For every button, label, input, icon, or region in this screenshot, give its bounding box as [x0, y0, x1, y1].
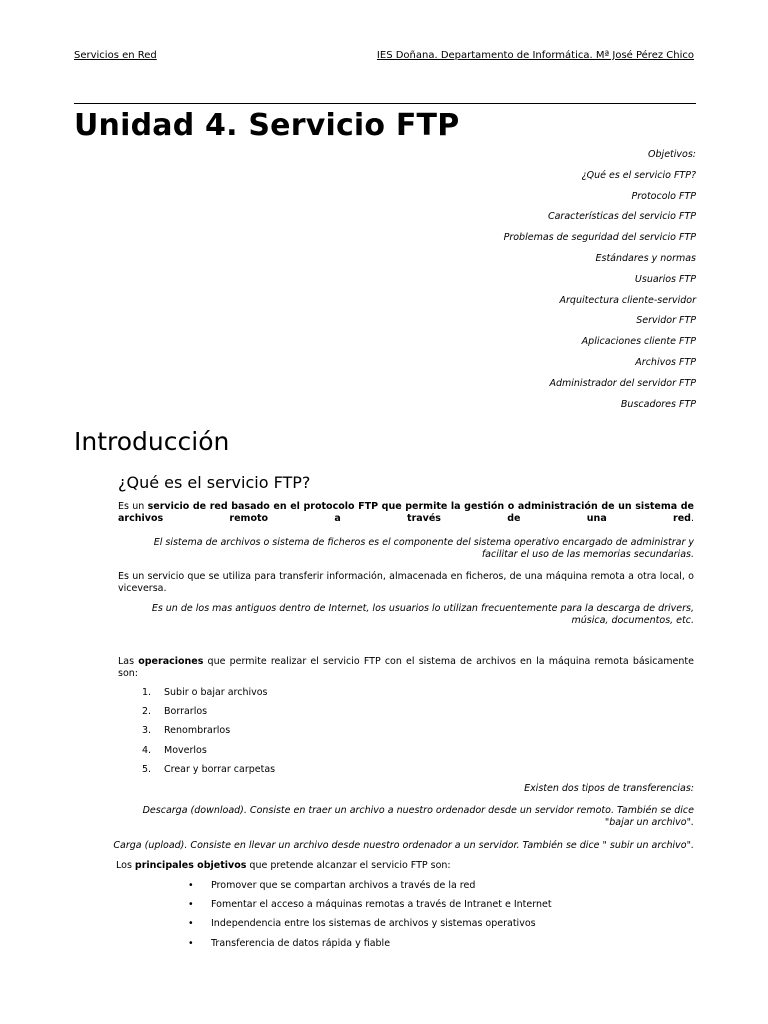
- toc-item: Buscadores FTP: [620, 398, 696, 410]
- list-text: Moverlos: [164, 744, 207, 756]
- header-rule: [74, 103, 696, 104]
- operations-list: [142, 687, 275, 783]
- list-text: Borrarlos: [164, 706, 208, 718]
- header-institution: IES Doñana. Departamento de Informática. Mª José Pérez Chico: [376, 50, 694, 61]
- list-item: [142, 725, 275, 744]
- toc-item: Servidor FTP: [636, 315, 696, 327]
- download-note: Descarga (download). Consiste en traer un archivo a nuestro ordenador desde un servidor remoto. También se dice "bajar un archivo".: [142, 805, 694, 828]
- list-item: [142, 706, 275, 725]
- list-item: [188, 899, 552, 918]
- toc-item: Arquitectura cliente-servidor: [559, 294, 696, 306]
- list-item: [142, 687, 275, 706]
- page-title: Unidad 4. Servicio FTP: [74, 108, 460, 143]
- text-run: que permite realizar el servicio FTP con el sistema de archivos en la máquina remota básicamente son:: [118, 656, 694, 679]
- bold-text: operaciones: [138, 656, 204, 667]
- toc-item: Problemas de seguridad del servicio FTP: [503, 232, 696, 244]
- subsection-heading: ¿Qué es el servicio FTP?: [118, 473, 311, 492]
- toc-item: Objetivos:: [648, 149, 696, 160]
- list-text: Renombrarlos: [164, 725, 231, 737]
- toc-item: ¿Qué es el servicio FTP?: [581, 169, 696, 181]
- list-item: [188, 918, 552, 937]
- text-run: Es un: [118, 501, 148, 512]
- toc-item: Aplicaciones cliente FTP: [581, 336, 696, 348]
- transfer-paragraph: Es un servicio que se utiliza para transferir información, almacenada en ficheros, de una máquina remota a otra local, o viceversa.: [118, 571, 694, 594]
- toc-item: Usuarios FTP: [634, 273, 696, 285]
- text-run: Las: [118, 656, 139, 667]
- list-number: 4.: [142, 744, 152, 756]
- section-heading: Introducción: [74, 427, 230, 456]
- list-number: 2.: [142, 706, 152, 718]
- list-number: 1.: [142, 687, 152, 698]
- text-run: .: [690, 513, 694, 524]
- list-item: [142, 764, 275, 783]
- goals-list: [188, 880, 552, 957]
- toc-item: Protocolo FTP: [631, 190, 696, 202]
- filesystem-note: El sistema de archivos o sistema de ficheros es el componente del sistema operativo encargado de administrar y facilitar el uso de las memorias secundarias.: [153, 537, 694, 560]
- text-run: Los: [116, 860, 135, 871]
- toc-item: Estándares y normas: [595, 252, 696, 264]
- list-text: Crear y borrar carpetas: [164, 763, 276, 775]
- bullet-icon: •: [188, 899, 194, 911]
- bold-text: servicio de red basado en el protocolo FTP que permite la gestión o administración de un sistema de archivos remoto a través de una red: [118, 501, 694, 524]
- text-run: que pretende alcanzar el servicio FTP son:: [246, 860, 451, 871]
- toc-item: Archivos FTP: [635, 356, 696, 368]
- list-text: Independencia entre los sistemas de archivos y sistemas operativos: [211, 918, 536, 930]
- bullet-icon: •: [188, 880, 194, 891]
- operations-intro: [118, 656, 694, 680]
- bullet-icon: •: [188, 918, 194, 930]
- upload-note: Carga (upload). Consiste en llevar un archivo desde nuestro ordenador a un servidor. También se dice " subir un archivo".: [113, 840, 694, 851]
- objectives-intro: [116, 860, 694, 872]
- list-item: [188, 880, 552, 899]
- list-text: Transferencia de datos rápida y fiable: [211, 937, 391, 949]
- bold-text: principales objetivos: [134, 860, 247, 871]
- history-note: Es un de los mas antiguos dentro de Internet, los usuarios lo utilizan frecuentemente para la descarga de drivers, música, documentos, etc.: [151, 603, 694, 626]
- toc-item: Administrador del servidor FTP: [549, 377, 696, 389]
- transfer-types-note: Existen dos tipos de transferencias:: [524, 783, 694, 794]
- list-item: [142, 745, 275, 764]
- list-number: 3.: [142, 725, 152, 737]
- header-course: Servicios en Red: [74, 50, 157, 61]
- list-text: Fomentar el acceso a máquinas remotas a través de Intranet e Internet: [211, 899, 552, 911]
- definition-paragraph: [118, 501, 694, 525]
- list-item: [188, 938, 552, 957]
- objectives-list: [504, 149, 696, 419]
- bullet-icon: •: [188, 937, 194, 949]
- list-number: 5.: [142, 763, 152, 775]
- toc-item: Características del servicio FTP: [547, 211, 696, 223]
- list-text: Subir o bajar archivos: [164, 687, 268, 698]
- list-text: Promover que se compartan archivos a través de la red: [211, 880, 476, 891]
